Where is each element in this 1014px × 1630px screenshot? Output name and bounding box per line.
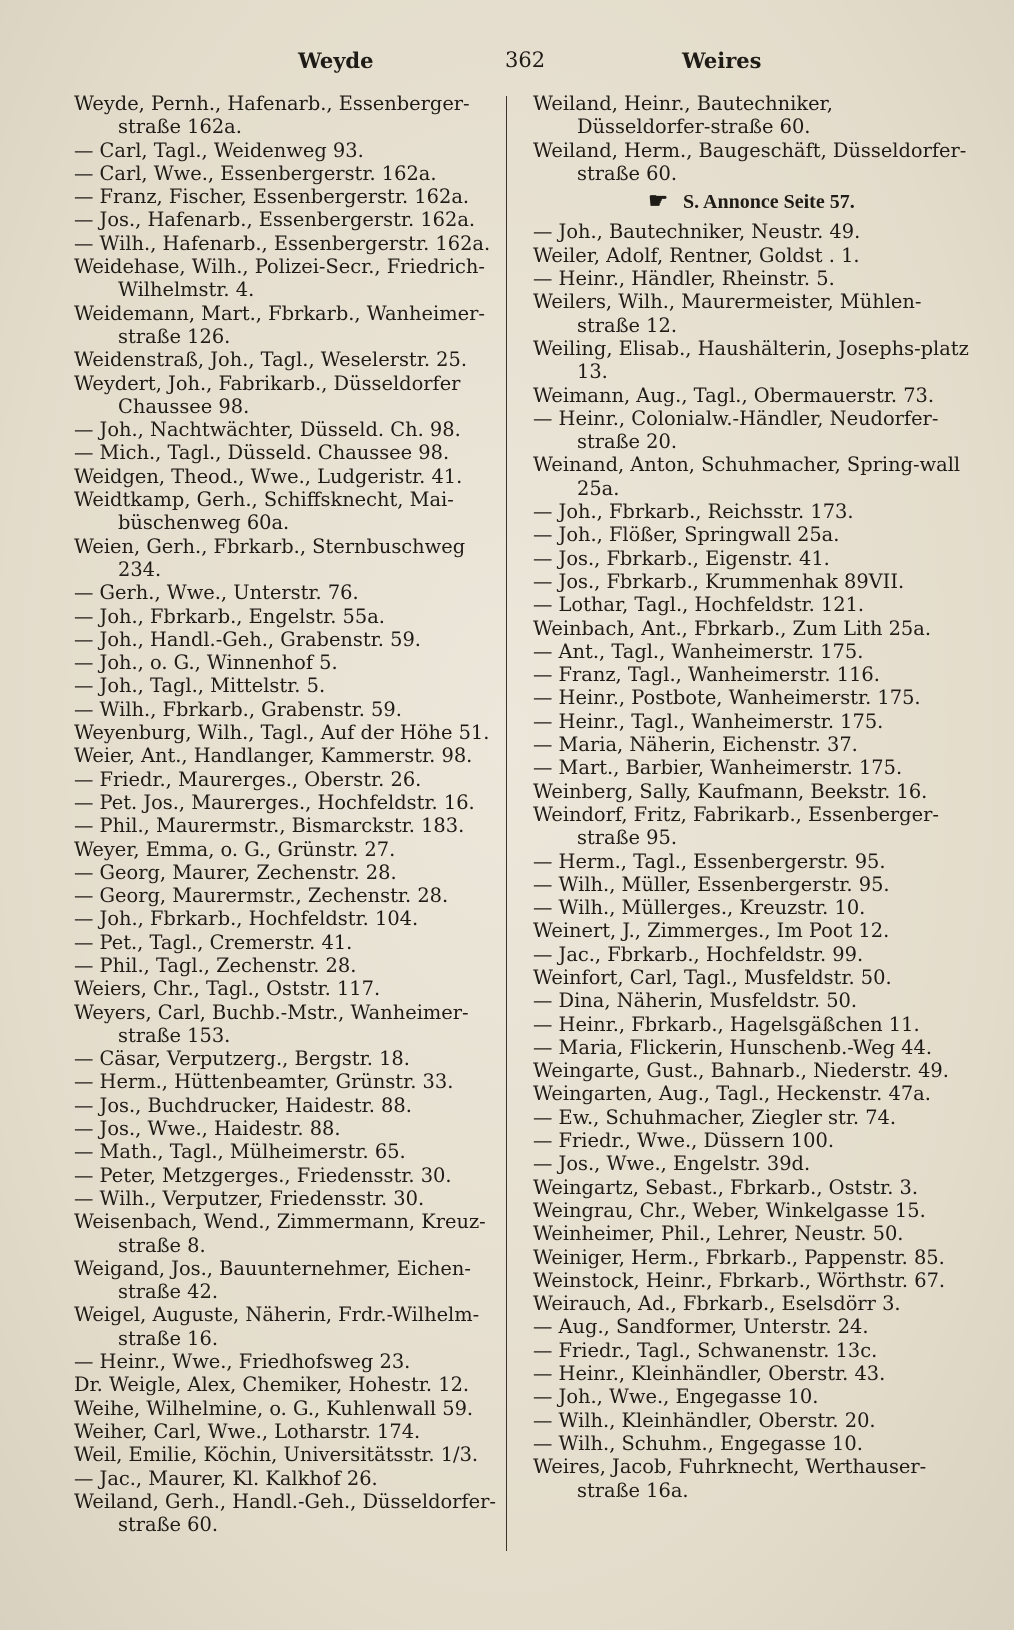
directory-entry: Weinert, J., Zimmerges., Im Poot 12. [533,919,890,943]
directory-entry: — Pet., Tagl., Cremerstr. 41. [74,930,353,954]
directory-entry: Weigel, Auguste, Näherin, Frdr.-Wilhelm-straße 16. [74,1303,480,1350]
directory-entry: — Joh., Handl.-Geh., Grabenstr. 59. [74,627,421,651]
directory-entry: Weiland, Gerh., Handl.-Geh., Düsseldorfer-straße 60. [74,1489,496,1537]
directory-entry: Weidgen, Theod., Wwe., Ludgeristr. 41. [74,464,463,488]
directory-entry: — Math., Tagl., Mülheimerstr. 65. [74,1140,406,1164]
directory-entry: — Joh., Tagl., Mittelstr. 5. [74,674,326,698]
directory-entry: — Wilh., Fbrkarb., Grabenstr. 59. [74,697,402,721]
directory-entry: — Maria, Flickerin, Hunschenb.-Weg 44. [533,1035,933,1059]
directory-entry: — Friedr., Wwe., Düssern 100. [533,1129,834,1153]
directory-entry: — Herm., Hüttenbeamter, Grünstr. 33. [74,1070,454,1094]
directory-entry: Weinberg, Sally, Kaufmann, Beekstr. 16. [533,779,928,803]
directory-entry: — Franz, Tagl., Wanheimerstr. 116. [533,663,880,687]
directory-entry: Weinand, Anton, Schuhmacher, Spring-wall 25a. [533,453,961,500]
directory-entry: Weil, Emilie, Köchin, Universitätsstr. 1/3. [74,1443,479,1467]
directory-entry: — Joh., Fbrkarb., Reichsstr. 173. [533,500,854,524]
directory-entry: — Jos., Buchdrucker, Haidestr. 88. [74,1093,412,1117]
directory-entry: Weires, Jacob, Fuhrknecht, Werthauser-straße 16a. [533,1455,927,1502]
directory-entry: — Heinr., Kleinhändler, Oberstr. 43. [533,1362,886,1386]
directory-entry: — Peter, Metzgerges., Friedensstr. 30. [74,1163,452,1187]
directory-entry: — Friedr., Tagl., Schwanenstr. 13c. [533,1338,878,1362]
directory-entry: Weingartz, Sebast., Fbrkarb., Oststr. 3. [533,1175,919,1199]
directory-entry: Weidtkamp, Gerh., Schiffsknecht, Mai-büschenweg 60a. [74,488,454,535]
directory-entry: Weier, Ant., Handlanger, Kammerstr. 98. [74,744,473,768]
directory-entry: — Heinr., Wwe., Friedhofsweg 23. [74,1350,411,1374]
directory-entry: — Cäsar, Verputzerg., Bergstr. 18. [74,1047,410,1071]
directory-entry: — Franz, Fischer, Essenbergerstr. 162a. [74,185,470,209]
directory-entry: Weiland, Heinr., Bautechniker, Düsseldorfer-straße 60. [533,92,833,139]
directory-entry: Weien, Gerh., Fbrkarb., Sternbuschweg 234. [74,534,466,581]
header-left-keyword: Weyde [298,48,374,73]
directory-entry: — Phil., Maurermstr., Bismarckstr. 183. [74,814,465,838]
directory-entry: — Jac., Maurer, Kl. Kalkhof 26. [74,1466,378,1490]
directory-entry: Weiler, Adolf, Rentner, Goldst . 1. [533,243,860,267]
directory-entry: — Wilh., Verputzer, Friedensstr. 30. [74,1186,425,1210]
directory-entry: Weiland, Herm., Baugeschäft, Düsseldorfer-straße 60. [533,138,967,185]
directory-entry: Weinbach, Ant., Fbrkarb., Zum Lith 25a. [533,616,931,640]
directory-entry: — Mart., Barbier, Wanheimerstr. 175. [533,756,903,780]
directory-entry: Weiniger, Herm., Fbrkarb., Pappenstr. 85. [533,1245,945,1269]
directory-entry: Dr. Weigle, Alex, Chemiker, Hohestr. 12. [74,1373,470,1397]
directory-entry: — Herm., Tagl., Essenbergerstr. 95. [533,849,886,873]
directory-entry: — Gerh., Wwe., Unterstr. 76. [74,581,359,605]
directory-entry: Weyer, Emma, o. G., Grünstr. 27. [74,837,396,861]
directory-entry: — Heinr., Tagl., Wanheimerstr. 175. [533,709,884,733]
directory-entry: — Phil., Tagl., Zechenstr. 28. [74,953,357,977]
directory-entry: — Jac., Fbrkarb., Hochfeldstr. 99. [533,942,864,966]
directory-entry: — Heinr., Postbote, Wanheimerstr. 175. [533,686,921,710]
directory-entry: Weyde, Pernh., Hafenarb., Essenberger-straße 162a. [74,92,470,139]
directory-entry: Weinstock, Heinr., Fbrkarb., Wörthstr. 67. [533,1268,946,1292]
directory-entry: — Wilh., Hafenarb., Essenbergerstr. 162a. [74,231,491,255]
directory-entry: Weidehase, Wilh., Polizei-Secr., Friedrich-Wilhelmstr. 4. [74,255,485,302]
pointing-hand-icon: ☛ [648,188,669,214]
directory-entry: — Wilh., Kleinhändler, Oberstr. 20. [533,1408,876,1432]
directory-entry: — Carl, Wwe., Essenbergerstr. 162a. [74,161,437,185]
page-header [0,48,1014,82]
directory-entry: Weisenbach, Wend., Zimmermann, Kreuz-straße 8. [74,1210,486,1257]
directory-entry: — Jos., Wwe., Haidestr. 88. [74,1117,341,1141]
directory-entry: — Jos., Fbrkarb., Krummenhak 89VII. [533,569,905,593]
directory-entry: — Jos., Hafenarb., Essenbergerstr. 162a. [74,208,476,232]
directory-entry: Weilers, Wilh., Maurermeister, Mühlen-straße 12. [533,290,922,337]
directory-entry: — Wilh., Müller, Essenbergerstr. 95. [533,872,890,896]
directory-entry: Weidenstraß, Joh., Tagl., Weselerstr. 25. [74,348,468,372]
directory-entry: — Ant., Tagl., Wanheimerstr. 175. [533,639,864,663]
directory-entry: Weingarten, Aug., Tagl., Heckenstr. 47a. [533,1082,931,1106]
directory-entry: Weingarte, Gust., Bahnarb., Niederstr. 49. [533,1059,949,1083]
directory-entry: Weigand, Jos., Bauunternehmer, Eichen-straße 42. [74,1256,471,1304]
directory-entry: — Wilh., Schuhm., Engegasse 10. [533,1431,863,1455]
directory-entry: — Georg, Maurer, Zechenstr. 28. [74,860,397,884]
directory-entry: Weingrau, Chr., Weber, Winkelgasse 15. [533,1198,926,1222]
directory-entry: Weyers, Carl, Buchb.-Mstr., Wanheimer-straße 153. [74,1000,469,1047]
directory-entry: — Wilh., Müllerges., Kreuzstr. 10. [533,896,866,920]
directory-entry: — Mich., Tagl., Düsseld. Chaussee 98. [74,441,450,465]
directory-entry: — Friedr., Maurerges., Oberstr. 26. [74,767,422,791]
directory-entry: Weihe, Wilhelmine, o. G., Kuhlenwall 59. [74,1396,474,1420]
directory-entry: — Joh., Wwe., Engegasse 10. [533,1385,819,1409]
directory-entry: Weimann, Aug., Tagl., Obermauerstr. 73. [533,383,935,407]
directory-entry: — Heinr., Fbrkarb., Hagelsgäßchen 11. [533,1012,920,1036]
header-right-keyword: Weires [682,48,762,73]
directory-entry: — Heinr., Händler, Rheinstr. 5. [533,267,835,291]
directory-entry: Weirauch, Ad., Fbrkarb., Eselsdörr 3. [533,1292,901,1316]
directory-entry: — Ew., Schuhmacher, Ziegler str. 74. [533,1105,897,1129]
directory-entry: — Aug., Sandformer, Unterstr. 24. [533,1315,869,1339]
directory-entry: — Jos., Wwe., Engelstr. 39d. [533,1152,811,1176]
directory-entry: — Lothar, Tagl., Hochfeldstr. 121. [533,593,865,617]
directory-entry: Weiling, Elisab., Haushälterin, Josephs-platz 13. [533,336,969,384]
directory-entry: Weiers, Chr., Tagl., Oststr. 117. [74,977,381,1001]
directory-entry: Weiher, Carl, Wwe., Lotharstr. 174. [74,1419,421,1443]
directory-entry: — Joh., Bautechniker, Neustr. 49. [533,220,861,244]
directory-entry: — Joh., Nachtwächter, Düsseld. Ch. 98. [74,418,461,442]
directory-entry: — Dina, Näherin, Musfeldstr. 50. [533,989,858,1013]
directory-entry: Weinfort, Carl, Tagl., Musfeldstr. 50. [533,965,892,989]
page-number: 362 [505,48,546,72]
directory-entry: Weyenburg, Wilh., Tagl., Auf der Höhe 51. [74,721,490,745]
directory-entry: — Jos., Fbrkarb., Eigenstr. 41. [533,546,830,570]
annonce-notice [533,189,970,214]
directory-entry: — Heinr., Colonialw.-Händler, Neudorfer-straße 20. [533,406,939,454]
left-column [74,92,502,1536]
right-column-main [533,220,970,1501]
column-divider [506,96,507,1551]
directory-entry: — Maria, Näherin, Eichenstr. 37. [533,733,858,757]
annonce-text: S. Annonce Seite 57. [683,191,855,214]
directory-entry: — Pet. Jos., Maurerges., Hochfeldstr. 16. [74,790,475,814]
directory-entry: — Georg, Maurermstr., Zechenstr. 28. [74,884,449,908]
right-column [533,92,970,1502]
right-column-top [533,92,970,185]
directory-entry: — Joh., Flößer, Springwall 25a. [533,523,840,547]
directory-entry: Weindorf, Fritz, Fabrikarb., Essenberger-straße 95. [533,802,939,850]
directory-entry: — Joh., Fbrkarb., Hochfeldstr. 104. [74,907,419,931]
directory-entry: Weydert, Joh., Fabrikarb., Düsseldorfer Chaussee 98. [74,371,461,418]
directory-entry: — Carl, Tagl., Weidenweg 93. [74,138,364,162]
directory-entry: Weidemann, Mart., Fbrkarb., Wanheimer-straße 126. [74,301,485,348]
directory-entry: — Joh., Fbrkarb., Engelstr. 55a. [74,604,385,628]
directory-entry: — Joh., o. G., Winnenhof 5. [74,651,338,675]
directory-entry: Weinheimer, Phil., Lehrer, Neustr. 50. [533,1222,904,1246]
